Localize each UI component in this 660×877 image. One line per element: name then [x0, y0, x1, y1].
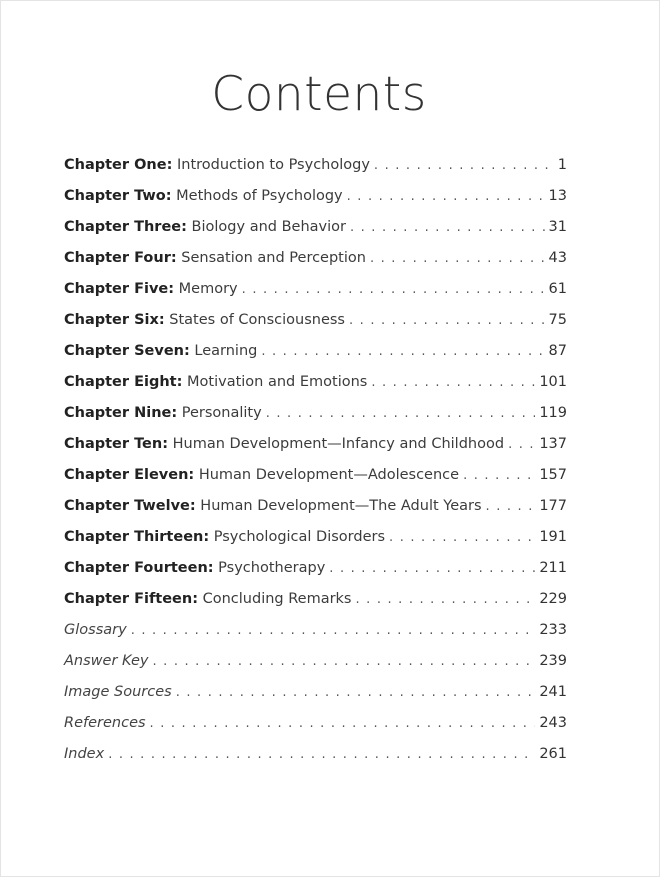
toc-entry-chapter-three[interactable]: [64, 214, 567, 245]
chapter-subtitle: States of Consciousness: [164, 312, 345, 328]
leader-dots: [508, 432, 535, 458]
leader-dots: [389, 525, 535, 551]
leader-dots: [176, 680, 536, 706]
leader-dots: [370, 246, 545, 272]
page-number: 13: [548, 188, 567, 204]
toc-entry-references[interactable]: [64, 710, 567, 741]
leader-dots: [371, 370, 535, 396]
chapter-heading: Chapter Four:: [64, 250, 177, 266]
leader-dots: [150, 711, 536, 737]
leader-dots: [356, 587, 536, 613]
leader-dots: [463, 463, 535, 489]
page-number: 211: [539, 560, 567, 576]
chapter-heading: Chapter Twelve:: [64, 498, 196, 514]
toc-entry-chapter-six[interactable]: [64, 307, 567, 338]
page-number: 239: [539, 653, 567, 669]
page-number: 177: [539, 498, 567, 514]
back-matter-label: Glossary: [64, 622, 127, 638]
chapter-heading: Chapter Three:: [64, 219, 187, 235]
chapter-subtitle: Concluding Remarks: [198, 591, 352, 607]
chapter-subtitle: Psychotherapy: [213, 560, 326, 576]
chapter-subtitle: Human Development—Adolescence: [194, 467, 460, 483]
page-number: 137: [539, 436, 567, 452]
back-matter-label: Image Sources: [64, 684, 172, 700]
chapter-heading: Chapter Ten:: [64, 436, 169, 452]
chapter-heading: Chapter Eleven:: [64, 467, 195, 483]
chapter-heading: Chapter Nine:: [64, 405, 178, 421]
back-matter-label: References: [64, 715, 146, 731]
chapter-subtitle: Learning: [189, 343, 258, 359]
chapter-heading: Chapter Six:: [64, 312, 165, 328]
toc-entry-chapter-nine[interactable]: [64, 400, 567, 431]
chapter-subtitle: Human Development—Infancy and Childhood: [168, 436, 505, 452]
page-number: 243: [539, 715, 567, 731]
back-matter-label: Index: [64, 746, 105, 762]
toc-entry-chapter-two[interactable]: [64, 183, 567, 214]
chapter-subtitle: Motivation and Emotions: [182, 374, 368, 390]
leader-dots: [374, 153, 554, 179]
page-number: 43: [548, 250, 567, 266]
page-number: 229: [539, 591, 567, 607]
leader-dots: [266, 401, 536, 427]
chapter-subtitle: Memory: [174, 281, 238, 297]
chapter-subtitle: Personality: [177, 405, 262, 421]
chapter-heading: Chapter Seven:: [64, 343, 190, 359]
page-number: 191: [539, 529, 567, 545]
toc-entry-chapter-one[interactable]: [64, 152, 567, 183]
page-number: 101: [539, 374, 567, 390]
page-number: 61: [548, 281, 567, 297]
chapter-subtitle: Psychological Disorders: [209, 529, 386, 545]
toc-entry-chapter-fifteen[interactable]: [64, 586, 567, 617]
chapter-subtitle: Human Development—The Adult Years: [195, 498, 482, 514]
leader-dots: [349, 308, 545, 334]
leader-dots: [131, 618, 536, 644]
chapter-subtitle: Introduction to Psychology: [172, 157, 370, 173]
chapter-heading: Chapter Fifteen:: [64, 591, 198, 607]
toc-entry-image-sources[interactable]: [64, 679, 567, 710]
chapter-subtitle: Methods of Psychology: [171, 188, 343, 204]
page-number: 241: [539, 684, 567, 700]
chapter-subtitle: Biology and Behavior: [186, 219, 346, 235]
toc-entry-answer-key[interactable]: [64, 648, 567, 679]
chapter-heading: Chapter Five:: [64, 281, 175, 297]
toc-entry-index[interactable]: [64, 741, 567, 772]
toc-entry-chapter-seven[interactable]: [64, 338, 567, 369]
leader-dots: [350, 215, 545, 241]
page-number: 157: [539, 467, 567, 483]
chapter-heading: Chapter Eight:: [64, 374, 183, 390]
toc-entry-chapter-thirteen[interactable]: [64, 524, 567, 555]
chapter-heading: Chapter Two:: [64, 188, 172, 204]
toc-entry-glossary[interactable]: [64, 617, 567, 648]
page-number: 31: [548, 219, 567, 235]
chapter-heading: Chapter Fourteen:: [64, 560, 214, 576]
page-number: 75: [548, 312, 567, 328]
page-title: Contents: [211, 67, 427, 122]
page-number: 1: [557, 157, 567, 173]
leader-dots: [261, 339, 544, 365]
toc-entry-chapter-eight[interactable]: [64, 369, 567, 400]
leader-dots: [486, 494, 536, 520]
chapter-subtitle: Sensation and Perception: [176, 250, 366, 266]
table-of-contents: [64, 152, 567, 772]
page-number: 87: [548, 343, 567, 359]
toc-entry-chapter-twelve[interactable]: [64, 493, 567, 524]
toc-entry-chapter-five[interactable]: [64, 276, 567, 307]
leader-dots: [242, 277, 545, 303]
page-number: 261: [539, 746, 567, 762]
chapter-heading: Chapter One:: [64, 157, 173, 173]
toc-entry-chapter-fourteen[interactable]: [64, 555, 567, 586]
leader-dots: [329, 556, 535, 582]
chapter-heading: Chapter Thirteen:: [64, 529, 210, 545]
leader-dots: [108, 742, 535, 768]
leader-dots: [347, 184, 545, 210]
toc-entry-chapter-eleven[interactable]: [64, 462, 567, 493]
page-number: 233: [539, 622, 567, 638]
back-matter-label: Answer Key: [64, 653, 149, 669]
toc-entry-chapter-four[interactable]: [64, 245, 567, 276]
toc-entry-chapter-ten[interactable]: [64, 431, 567, 462]
page-number: 119: [539, 405, 567, 421]
leader-dots: [153, 649, 536, 675]
